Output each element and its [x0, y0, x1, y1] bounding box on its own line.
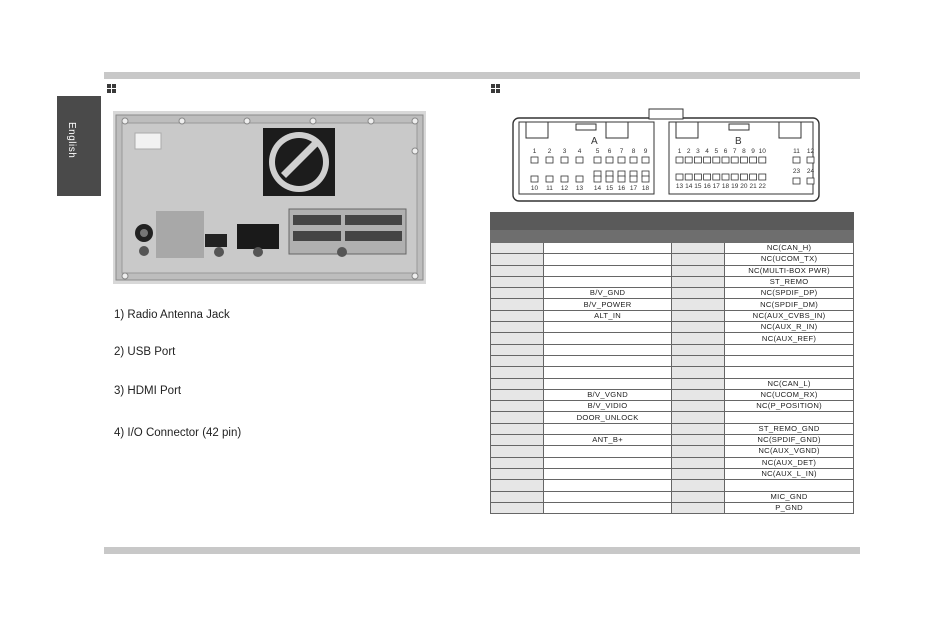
pin-a-cell: [491, 254, 544, 265]
pin-socket: [807, 178, 814, 184]
pin-socket: [576, 176, 583, 182]
pin-assignment-table: [490, 212, 854, 514]
pin-b-cell: [672, 502, 725, 513]
pin-socket: [531, 157, 538, 163]
table-row: [491, 378, 854, 389]
pin-number-label: 4: [705, 148, 709, 155]
table-row: [491, 491, 854, 502]
table-row: [491, 243, 854, 254]
pin-b-cell: [672, 491, 725, 502]
pin-a-cell: [491, 344, 544, 355]
pin-number-label: 14: [593, 185, 602, 192]
component-item: 1) Radio Antenna Jack: [114, 309, 230, 321]
pin-number-label: 16: [617, 185, 626, 192]
pin-socket: [618, 157, 625, 163]
pin-b-cell: [672, 276, 725, 287]
component-item: 4) I/O Connector (42 pin): [114, 427, 242, 439]
pin-socket: [642, 157, 649, 163]
pin-socket: [546, 157, 553, 163]
signal-b-cell: NC(AUX_L_IN): [725, 468, 854, 479]
pin-b-cell: [672, 468, 725, 479]
signal-b-cell: NC(P_POSITION): [725, 401, 854, 412]
pin-a-cell: [491, 412, 544, 423]
pin-number-label: 13: [575, 185, 584, 192]
pin-b-cell: [672, 435, 725, 446]
table-row: [491, 299, 854, 310]
pin-number-label: 17: [629, 185, 638, 192]
component-item: 3) HDMI Port: [114, 385, 182, 397]
pin-socket: [676, 157, 683, 163]
pin-number-label: 5: [714, 148, 719, 155]
pin-number-label: 22: [758, 183, 766, 190]
pin-a-cell: [491, 243, 544, 254]
table-row: [491, 435, 854, 446]
pin-number-label: 20: [740, 183, 748, 190]
pin-number-label: 10: [530, 185, 539, 192]
pin-a-cell: [491, 288, 544, 299]
table-row: [491, 254, 854, 265]
pin-number-label: 11: [546, 185, 553, 192]
signal-b-cell: ST_REMO: [725, 276, 854, 287]
pin-number-label: 1: [532, 148, 537, 155]
table-row: [491, 322, 854, 333]
pin-socket: [750, 174, 757, 180]
pin-number-label: 15: [694, 183, 702, 190]
table-row: [491, 502, 854, 513]
table-row: [491, 423, 854, 434]
table-row: [491, 344, 854, 355]
pin-number-label: 23: [792, 168, 801, 175]
signal-b-cell: NC(CAN_L): [725, 378, 854, 389]
pin-number-label: 18: [641, 185, 650, 192]
table-row: [491, 446, 854, 457]
pin-b-cell: [672, 310, 725, 321]
table-row: [491, 401, 854, 412]
pin-number-label: 3: [696, 148, 700, 155]
pin-a-cell: [491, 446, 544, 457]
pin-number-label: 5: [595, 148, 600, 155]
pin-number-label: 18: [721, 183, 730, 190]
pin-a-cell: [491, 355, 544, 366]
pin-socket: [594, 157, 601, 163]
pin-socket: [704, 174, 711, 180]
signal-a-cell: DOOR_UNLOCK: [543, 412, 672, 423]
pin-a-cell: [491, 457, 544, 468]
pin-number-label: 14: [685, 183, 693, 190]
pin-number-label: 7: [732, 148, 737, 155]
pin-a-cell: [491, 299, 544, 310]
pin-b-cell: [672, 367, 725, 378]
signal-b-cell: NC(UCOM_RX): [725, 389, 854, 400]
signal-b-cell: NC(MULTI-BOX PWR): [725, 265, 854, 276]
signal-b-cell: ST_REMO_GND: [725, 423, 854, 434]
pin-a-cell: [491, 322, 544, 333]
pin-b-cell: [672, 288, 725, 299]
pin-b-cell: [672, 378, 725, 389]
signal-b-cell: MIC_GND: [725, 491, 854, 502]
pin-number-label: 7: [619, 148, 624, 155]
pin-a-cell: [491, 389, 544, 400]
signal-a-cell: B/V_POWER: [543, 299, 672, 310]
pin-a-cell: [491, 378, 544, 389]
pin-socket: [759, 174, 766, 180]
pin-socket: [561, 157, 568, 163]
signal-b-cell: P_GND: [725, 502, 854, 513]
pin-b-cell: [672, 401, 725, 412]
signal-a-cell: [543, 276, 672, 287]
pin-socket: [694, 157, 701, 163]
signal-a-cell: [543, 491, 672, 502]
pin-socket: [740, 174, 747, 180]
pin-socket: [546, 176, 553, 182]
pin-number-label: 24: [806, 168, 815, 175]
block-a-label: A: [591, 136, 598, 147]
pin-number-label: 4: [577, 148, 582, 155]
pin-a-cell: [491, 333, 544, 344]
pin-number-label: 16: [703, 183, 711, 190]
pin-b-cell: [672, 457, 725, 468]
table-row: [491, 333, 854, 344]
signal-a-cell: [543, 446, 672, 457]
pin-number-label: 2: [686, 148, 691, 155]
signal-a-cell: [543, 355, 672, 366]
pin-number-label: 15: [605, 185, 614, 192]
signal-a-cell: [543, 423, 672, 434]
signal-b-cell: NC(UCOM_TX): [725, 254, 854, 265]
connector-diagram: [511, 108, 821, 203]
pin-b-cell: [672, 265, 725, 276]
pin-number-label: 8: [742, 148, 746, 155]
signal-b-cell: NC(CAN_H): [725, 243, 854, 254]
table-row: [491, 480, 854, 491]
pin-number-label: 8: [631, 148, 636, 155]
pin-a-cell: [491, 468, 544, 479]
pin-b-cell: [672, 299, 725, 310]
pin-socket: [713, 157, 720, 163]
signal-a-cell: [543, 333, 672, 344]
pin-socket: [722, 174, 729, 180]
signal-b-cell: [725, 412, 854, 423]
pin-socket: [606, 176, 613, 182]
pin-a-cell: [491, 265, 544, 276]
signal-a-cell: [543, 378, 672, 389]
table-row: [491, 355, 854, 366]
pin-b-cell: [672, 355, 725, 366]
pin-socket: [630, 157, 637, 163]
table-header-row: [491, 230, 854, 243]
pin-a-cell: [491, 502, 544, 513]
signal-a-cell: [543, 367, 672, 378]
pin-b-cell: [672, 446, 725, 457]
top-rule: [104, 72, 860, 79]
signal-a-cell: [543, 322, 672, 333]
pin-socket: [685, 157, 692, 163]
pin-number-label: 21: [749, 183, 757, 190]
pin-socket: [676, 174, 683, 180]
signal-b-cell: NC(AUX_CVBS_IN): [725, 310, 854, 321]
pin-a-cell: [491, 276, 544, 287]
section-grid-icon: [491, 84, 501, 94]
pin-socket: [793, 178, 800, 184]
pin-number-label: 2: [547, 148, 552, 155]
signal-a-cell: [543, 265, 672, 276]
table-row: [491, 310, 854, 321]
pin-socket: [740, 157, 747, 163]
language-side-tab: [57, 96, 101, 196]
table-row: [491, 412, 854, 423]
component-item: 2) USB Port: [114, 346, 176, 358]
signal-b-cell: NC(SPDIF_DP): [725, 288, 854, 299]
pin-socket: [576, 157, 583, 163]
pin-socket: [606, 157, 613, 163]
pin-number-label: 11: [793, 148, 800, 155]
signal-b-cell: NC(SPDIF_GND): [725, 435, 854, 446]
pin-socket: [618, 176, 625, 182]
pin-b-cell: [672, 322, 725, 333]
pin-number-label: 12: [806, 148, 815, 155]
pin-number-label: 6: [607, 148, 612, 155]
pin-b-cell: [672, 333, 725, 344]
pin-socket: [594, 176, 601, 182]
pin-a-cell: [491, 480, 544, 491]
signal-a-cell: [543, 254, 672, 265]
pin-socket: [722, 157, 729, 163]
table-row: [491, 367, 854, 378]
signal-b-cell: NC(AUX_DET): [725, 457, 854, 468]
block-b-label: B: [735, 136, 742, 147]
rear-panel-image: [113, 111, 426, 284]
pin-socket: [704, 157, 711, 163]
signal-a-cell: [543, 344, 672, 355]
pin-socket: [759, 157, 766, 163]
pin-socket: [694, 174, 701, 180]
pin-number-label: 1: [677, 148, 682, 155]
pin-socket: [793, 157, 800, 163]
pin-a-cell: [491, 401, 544, 412]
pin-b-cell: [672, 254, 725, 265]
pin-number-label: 12: [560, 185, 569, 192]
pin-number-label: 3: [562, 148, 567, 155]
pin-socket: [685, 174, 692, 180]
section-grid-icon: [107, 84, 117, 94]
pin-a-cell: [491, 491, 544, 502]
table-row: [491, 265, 854, 276]
signal-b-cell: [725, 344, 854, 355]
signal-a-cell: B/V_VIDIO: [543, 401, 672, 412]
table-title-row: [491, 213, 854, 230]
pin-a-cell: [491, 310, 544, 321]
signal-b-cell: NC(AUX_R_IN): [725, 322, 854, 333]
pin-b-cell: [672, 412, 725, 423]
pin-b-cell: [672, 480, 725, 491]
signal-a-cell: ANT_B+: [543, 435, 672, 446]
pin-socket: [731, 174, 738, 180]
pin-number-label: 9: [751, 148, 755, 155]
pin-number-label: 10: [758, 148, 766, 155]
signal-b-cell: NC(SPDIF_DM): [725, 299, 854, 310]
signal-b-cell: NC(AUX_VGND): [725, 446, 854, 457]
pin-number-label: 13: [675, 183, 684, 190]
pin-socket: [642, 176, 649, 182]
language-label: English: [66, 122, 77, 159]
bottom-rule: [104, 547, 860, 554]
signal-a-cell: [543, 468, 672, 479]
signal-a-cell: [543, 457, 672, 468]
table-row: [491, 288, 854, 299]
pin-socket: [561, 176, 568, 182]
pin-a-cell: [491, 435, 544, 446]
table-row: [491, 457, 854, 468]
pin-b-cell: [672, 423, 725, 434]
pin-b-cell: [672, 389, 725, 400]
pin-number-label: 9: [643, 148, 648, 155]
pin-number-label: 6: [723, 148, 728, 155]
signal-a-cell: [543, 502, 672, 513]
table-row: [491, 468, 854, 479]
signal-b-cell: [725, 480, 854, 491]
pin-number-label: 19: [731, 183, 739, 190]
table-row: [491, 389, 854, 400]
pin-a-cell: [491, 367, 544, 378]
pin-number-label: 17: [712, 183, 720, 190]
signal-b-cell: NC(AUX_REF): [725, 333, 854, 344]
signal-a-cell: [543, 243, 672, 254]
pin-socket: [531, 176, 538, 182]
signal-a-cell: B/V_GND: [543, 288, 672, 299]
signal-a-cell: ALT_IN: [543, 310, 672, 321]
signal-a-cell: [543, 480, 672, 491]
pin-b-cell: [672, 243, 725, 254]
pin-socket: [731, 157, 738, 163]
signal-b-cell: [725, 355, 854, 366]
pin-socket: [807, 157, 814, 163]
pin-socket: [713, 174, 720, 180]
pin-a-cell: [491, 423, 544, 434]
table-row: [491, 276, 854, 287]
pin-socket: [630, 176, 637, 182]
signal-b-cell: [725, 367, 854, 378]
signal-a-cell: B/V_VGND: [543, 389, 672, 400]
pin-socket: [750, 157, 757, 163]
pin-b-cell: [672, 344, 725, 355]
